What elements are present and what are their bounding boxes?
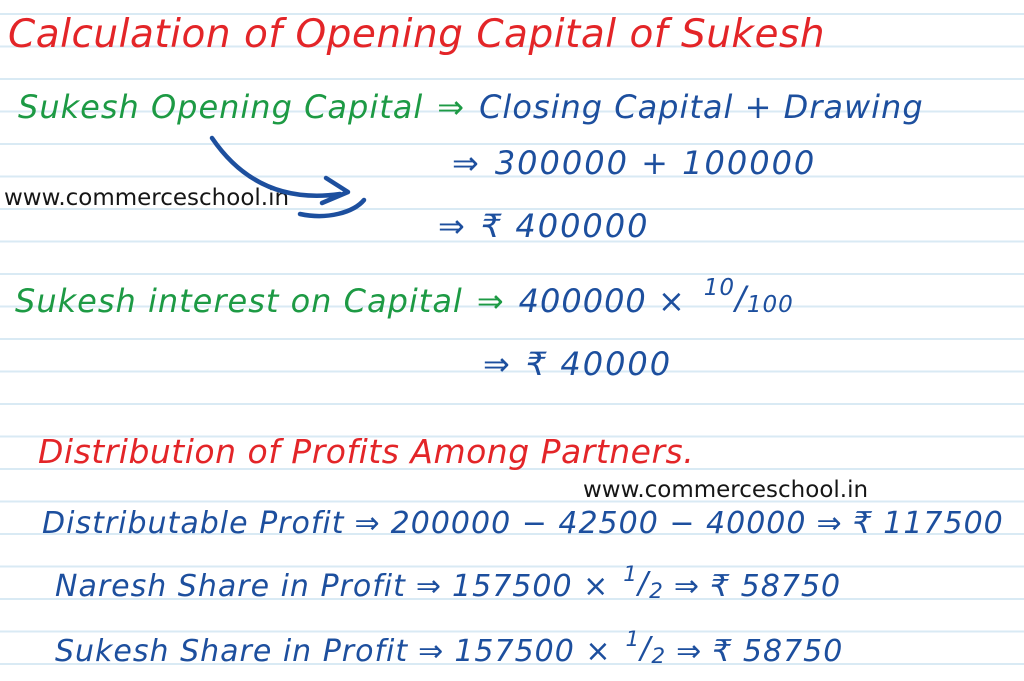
implies-arrow: ⇒ bbox=[452, 144, 481, 182]
watermark-text: www.commerceschool.in bbox=[583, 477, 869, 503]
row-label: Distributable Profit bbox=[42, 506, 345, 541]
implies-arrow: ⇒ bbox=[673, 569, 700, 604]
row-result: ₹ 117500 bbox=[852, 506, 1004, 541]
opening-capital-result: ₹ 400000 bbox=[480, 207, 650, 245]
interest-formula-base: 400000 × bbox=[518, 282, 686, 320]
fraction-slash: / bbox=[735, 279, 747, 317]
interest-label: Sukesh interest on Capital bbox=[15, 282, 463, 320]
share-expression-base: 157500 × bbox=[452, 569, 610, 604]
distribution-heading: Distribution of Profits Among Partners. bbox=[38, 432, 695, 471]
curved-arrow-icon bbox=[202, 130, 380, 228]
implies-arrow: ⇒ bbox=[437, 88, 466, 126]
row-result: ₹ 58750 bbox=[712, 634, 844, 669]
fraction-denominator: 2 bbox=[649, 579, 664, 605]
fraction-numerator: 1 bbox=[623, 562, 638, 588]
opening-capital-label: Sukesh Opening Capital bbox=[18, 88, 424, 126]
opening-capital-formula: Closing Capital + Drawing bbox=[479, 88, 924, 126]
implies-arrow: ⇒ bbox=[483, 345, 512, 383]
fraction-denominator: 2 bbox=[651, 644, 667, 670]
opening-capital-line bbox=[18, 88, 924, 126]
share-expression-base: 157500 × bbox=[454, 634, 612, 669]
distributable-profit-row bbox=[42, 506, 1004, 541]
fraction-10-100 bbox=[703, 275, 794, 319]
watermark-text: www.commerceschool.in bbox=[4, 185, 290, 211]
opening-step-result bbox=[438, 207, 650, 245]
implies-arrow: ⇒ bbox=[676, 634, 703, 669]
fraction-numerator: 1 bbox=[625, 627, 641, 653]
implies-arrow: ⇒ bbox=[476, 282, 505, 320]
interest-step-result bbox=[483, 345, 672, 383]
opening-step-sum bbox=[452, 144, 816, 182]
naresh-share-row bbox=[55, 562, 842, 605]
implies-arrow: ⇒ bbox=[816, 506, 843, 541]
implies-arrow: ⇒ bbox=[415, 569, 443, 604]
sukesh-share-row bbox=[55, 627, 844, 670]
implies-arrow: ⇒ bbox=[354, 506, 381, 541]
implies-arrow: ⇒ bbox=[418, 634, 445, 669]
profit-expression: 200000 − 42500 − 40000 bbox=[390, 506, 807, 541]
row-label: Naresh Share in Profit bbox=[55, 569, 406, 604]
sum-expression: 300000 + 100000 bbox=[494, 144, 817, 182]
page-title: Calculation of Opening Capital of Sukesh bbox=[8, 12, 826, 57]
implies-arrow: ⇒ bbox=[438, 207, 467, 245]
fraction-1-2 bbox=[623, 562, 664, 605]
fraction-slash: / bbox=[637, 566, 650, 601]
fraction-1-2 bbox=[625, 627, 667, 670]
fraction-slash: / bbox=[640, 631, 652, 666]
interest-on-capital-line bbox=[15, 275, 794, 320]
row-label: Sukesh Share in Profit bbox=[55, 634, 409, 669]
row-result: ₹ 58750 bbox=[709, 569, 842, 604]
fraction-denominator: 100 bbox=[746, 292, 794, 319]
interest-result: ₹ 40000 bbox=[525, 345, 673, 383]
fraction-numerator: 10 bbox=[703, 275, 736, 302]
